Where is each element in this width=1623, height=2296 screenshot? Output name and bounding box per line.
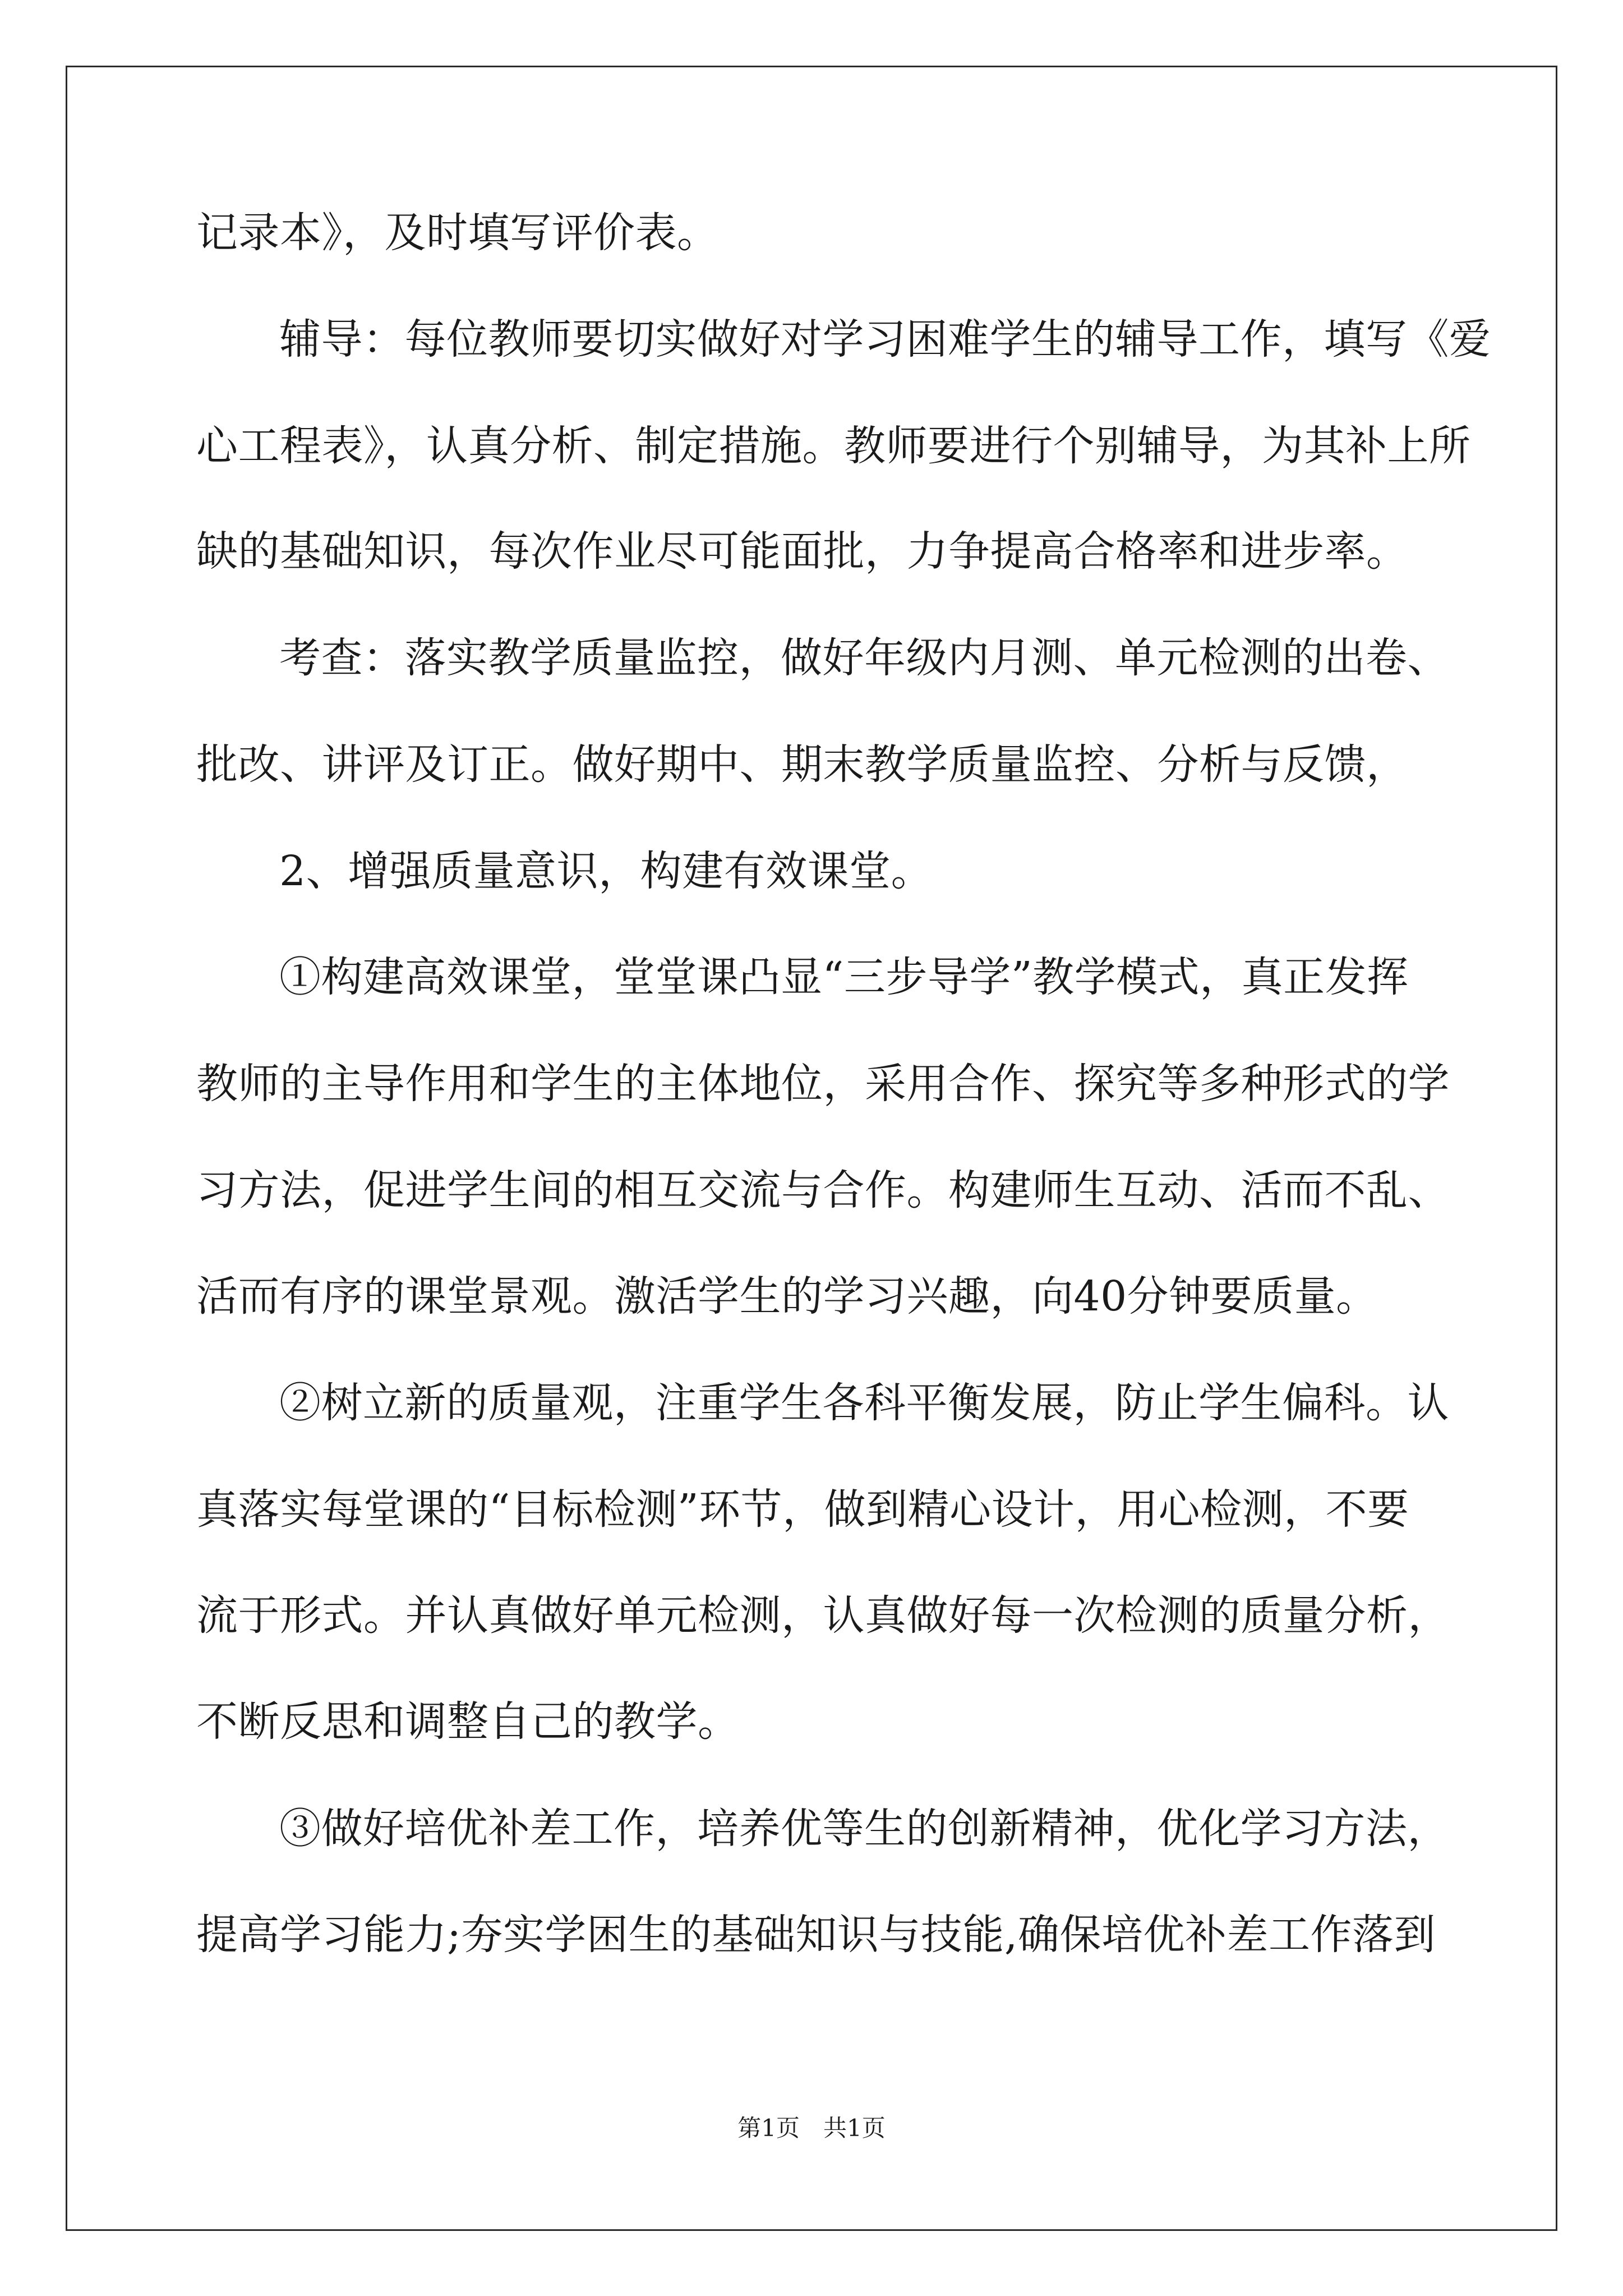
paragraph-line: 辅导：每位教师要切实做好对学习困难学生的辅导工作，填写《爱 xyxy=(279,315,1491,364)
text-line: 习方法，促进学生间的相互交流与合作。构建师生互动、活而不乱、 xyxy=(196,1166,1450,1214)
paragraph-line: 考查：落实教学质量监控，做好年级内月测、单元检测的出卷、 xyxy=(279,634,1449,682)
text-line: 记录本》，及时填写评价表。 xyxy=(196,209,719,257)
paragraph-line: ②树立新的质量观，注重学生各科平衡发展，防止学生偏科。认 xyxy=(279,1379,1449,1427)
paragraph-line: ③做好培优补差工作，培养优等生的创新精神，优化学习方法， xyxy=(279,1805,1449,1853)
text-line: 教师的主导作用和学生的主体地位，采用合作、探究等多种形式的学 xyxy=(196,1060,1450,1108)
text-line: 真落实每堂课的“目标检测”环节，做到精心设计，用心检测，不要 xyxy=(196,1485,1409,1534)
page-frame xyxy=(66,66,1557,2231)
paragraph-line: ①构建高效课堂，堂堂课凸显“三步导学”教学模式，真正发挥 xyxy=(279,953,1409,1001)
text-line: 心工程表》，认真分析、制定措施。教师要进行个别辅导，为其补上所 xyxy=(196,422,1471,470)
paragraph-line: 2、增强质量意识，构建有效课堂。 xyxy=(279,847,933,895)
text-line: 活而有序的课堂景观。激活学生的学习兴趣，向40分钟要质量。 xyxy=(196,1272,1378,1320)
text-line: 提高学习能力;夯实学困生的基础知识与技能,确保培优补差工作落到 xyxy=(196,1911,1436,1959)
page-number: 第1页 共1页 xyxy=(737,2114,886,2142)
text-line: 缺的基础知识，每次作业尽可能面批，力争提高合格率和进步率。 xyxy=(196,527,1408,576)
text-line: 流于形式。并认真做好单元检测，认真做好每一次检测的质量分析， xyxy=(196,1591,1450,1640)
text-line: 批改、讲评及订正。做好期中、期末教学质量监控、分析与反馈， xyxy=(196,740,1408,789)
text-line: 不断反思和调整自己的教学。 xyxy=(196,1697,740,1746)
